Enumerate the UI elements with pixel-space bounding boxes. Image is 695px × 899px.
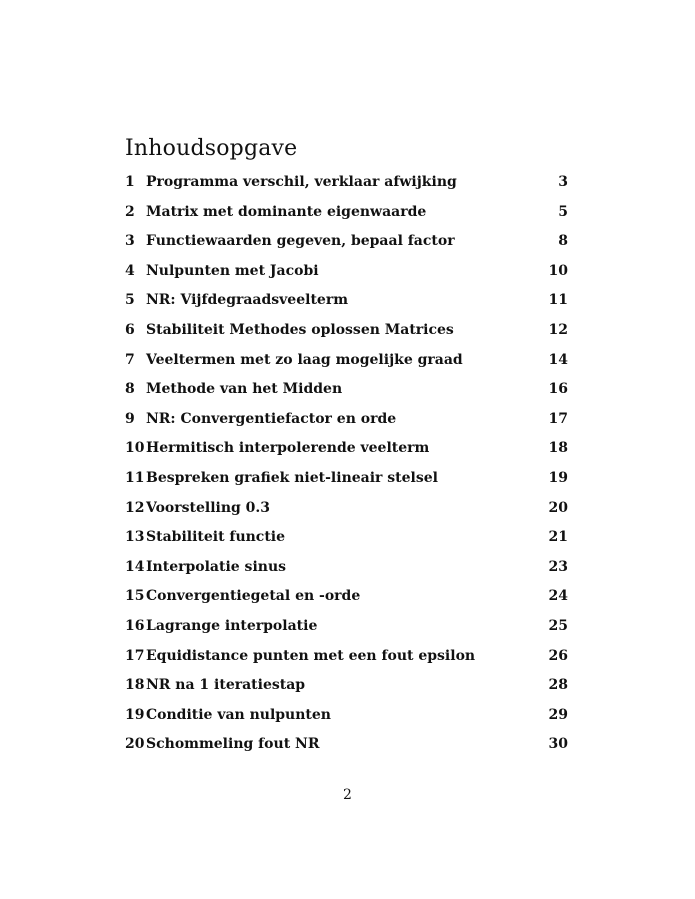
toc-entry-title: Lagrange interpolatie [146,617,318,634]
toc-entry-number: 5 [125,292,135,309]
toc-entry-page: 23 [548,558,568,575]
toc-entry[interactable] [125,286,568,316]
toc-entry[interactable] [125,316,568,346]
toc-entry-page: 11 [548,292,568,309]
page-number: 2 [343,787,352,803]
toc-entry[interactable] [125,642,568,672]
toc-entry-number: 9 [125,410,135,427]
toc-entry-title: Schommeling fout NR [146,736,320,753]
toc-entry-title: Nulpunten met Jacobi [146,262,319,279]
toc-entry[interactable] [125,375,568,405]
toc-entry-number: 7 [125,351,135,368]
toc-entry-title: Stabiliteit functie [146,529,286,546]
toc-entry-title: Programma verschil, verklaar afwijking [146,174,457,190]
toc-entry-page: 19 [548,469,568,486]
toc-entry[interactable] [125,701,568,731]
toc-entry[interactable] [125,494,568,524]
toc-entry-number: 2 [125,203,135,220]
toc-entry-title: Veeltermen met zo laag mogelijke graad [146,351,463,368]
toc-entry[interactable] [125,346,568,376]
toc-entry-number: 4 [125,262,135,279]
toc-entry[interactable] [125,257,568,287]
toc-entry-page: 18 [548,440,568,457]
toc-entry-number: 15 [125,588,145,605]
toc-entry-number: 17 [125,647,145,664]
toc-entry[interactable] [125,553,568,583]
toc-entry-number: 1 [125,174,135,190]
toc-entry-page: 17 [548,410,568,427]
toc-entry-number: 8 [125,381,135,398]
toc-entry-number: 18 [125,677,145,694]
toc-entry-page: 24 [548,588,568,605]
toc-entry-title: Hermitisch interpolerende veelterm [146,440,430,457]
toc-entry-page: 29 [548,706,568,723]
toc-entry[interactable] [125,464,568,494]
toc-entry-title: Bespreken grafiek niet-lineair stelsel [146,469,438,486]
toc-entry[interactable] [125,671,568,701]
toc-entry-title: Interpolatie sinus [146,558,286,575]
toc-entry-number: 19 [125,706,145,723]
toc-entry[interactable] [125,198,568,228]
toc-entry-page: 25 [548,617,568,634]
toc-entry-number: 3 [125,233,135,250]
toc-entry-page: 21 [548,529,568,546]
toc-entry-number: 10 [125,440,145,457]
toc-entry[interactable] [125,168,568,198]
toc-entry-page: 14 [548,351,568,368]
toc-entry-number: 11 [125,469,145,486]
toc-entry-title: NR: Convergentiefactor en orde [146,410,397,427]
toc-entry[interactable] [125,730,568,760]
toc-entry[interactable] [125,612,568,642]
toc-entry-page: 12 [548,321,568,338]
toc-entry-title: Functiewaarden gegeven, bepaal factor [146,233,455,250]
toc-entry[interactable] [125,227,568,257]
toc-entry-page: 10 [548,262,568,279]
toc-entry-title: Voorstelling 0.3 [146,499,271,516]
toc-entry[interactable] [125,434,568,464]
toc-entry-title: Matrix met dominante eigenwaarde [146,203,427,220]
toc-entry-number: 20 [125,736,145,753]
toc-entry-page: 16 [548,381,568,398]
toc-entry-page: 30 [548,736,568,753]
toc-entry-title: NR: Vijfdegraadsveelterm [146,292,349,309]
toc-entry-page: 5 [558,203,568,220]
toc-entry-number: 6 [125,321,135,338]
toc-heading: Inhoudsopgave [125,136,298,161]
toc-entry[interactable] [125,582,568,612]
toc-entry-page: 8 [558,233,568,250]
toc-entry[interactable] [125,523,568,553]
toc-entry-number: 16 [125,617,145,634]
toc-entry-page: 20 [548,499,568,516]
toc-entry[interactable] [125,405,568,435]
toc-entry-title: Equidistance punten met een fout epsilon [146,647,476,664]
toc-entry-number: 13 [125,529,145,546]
toc-entry-title: NR na 1 iteratiestap [146,677,306,694]
toc-list [125,168,568,760]
toc-entry-page: 3 [558,174,568,190]
toc-entry-page: 26 [548,647,568,664]
toc-entry-title: Methode van het Midden [146,381,343,398]
toc-entry-page: 28 [548,677,568,694]
toc-entry-title: Conditie van nulpunten [146,706,331,723]
toc-entry-title: Stabiliteit Methodes oplossen Matrices [146,321,454,338]
toc-entry-number: 12 [125,499,145,516]
toc-entry-title: Convergentiegetal en -orde [146,588,361,605]
toc-entry-number: 14 [125,558,145,575]
